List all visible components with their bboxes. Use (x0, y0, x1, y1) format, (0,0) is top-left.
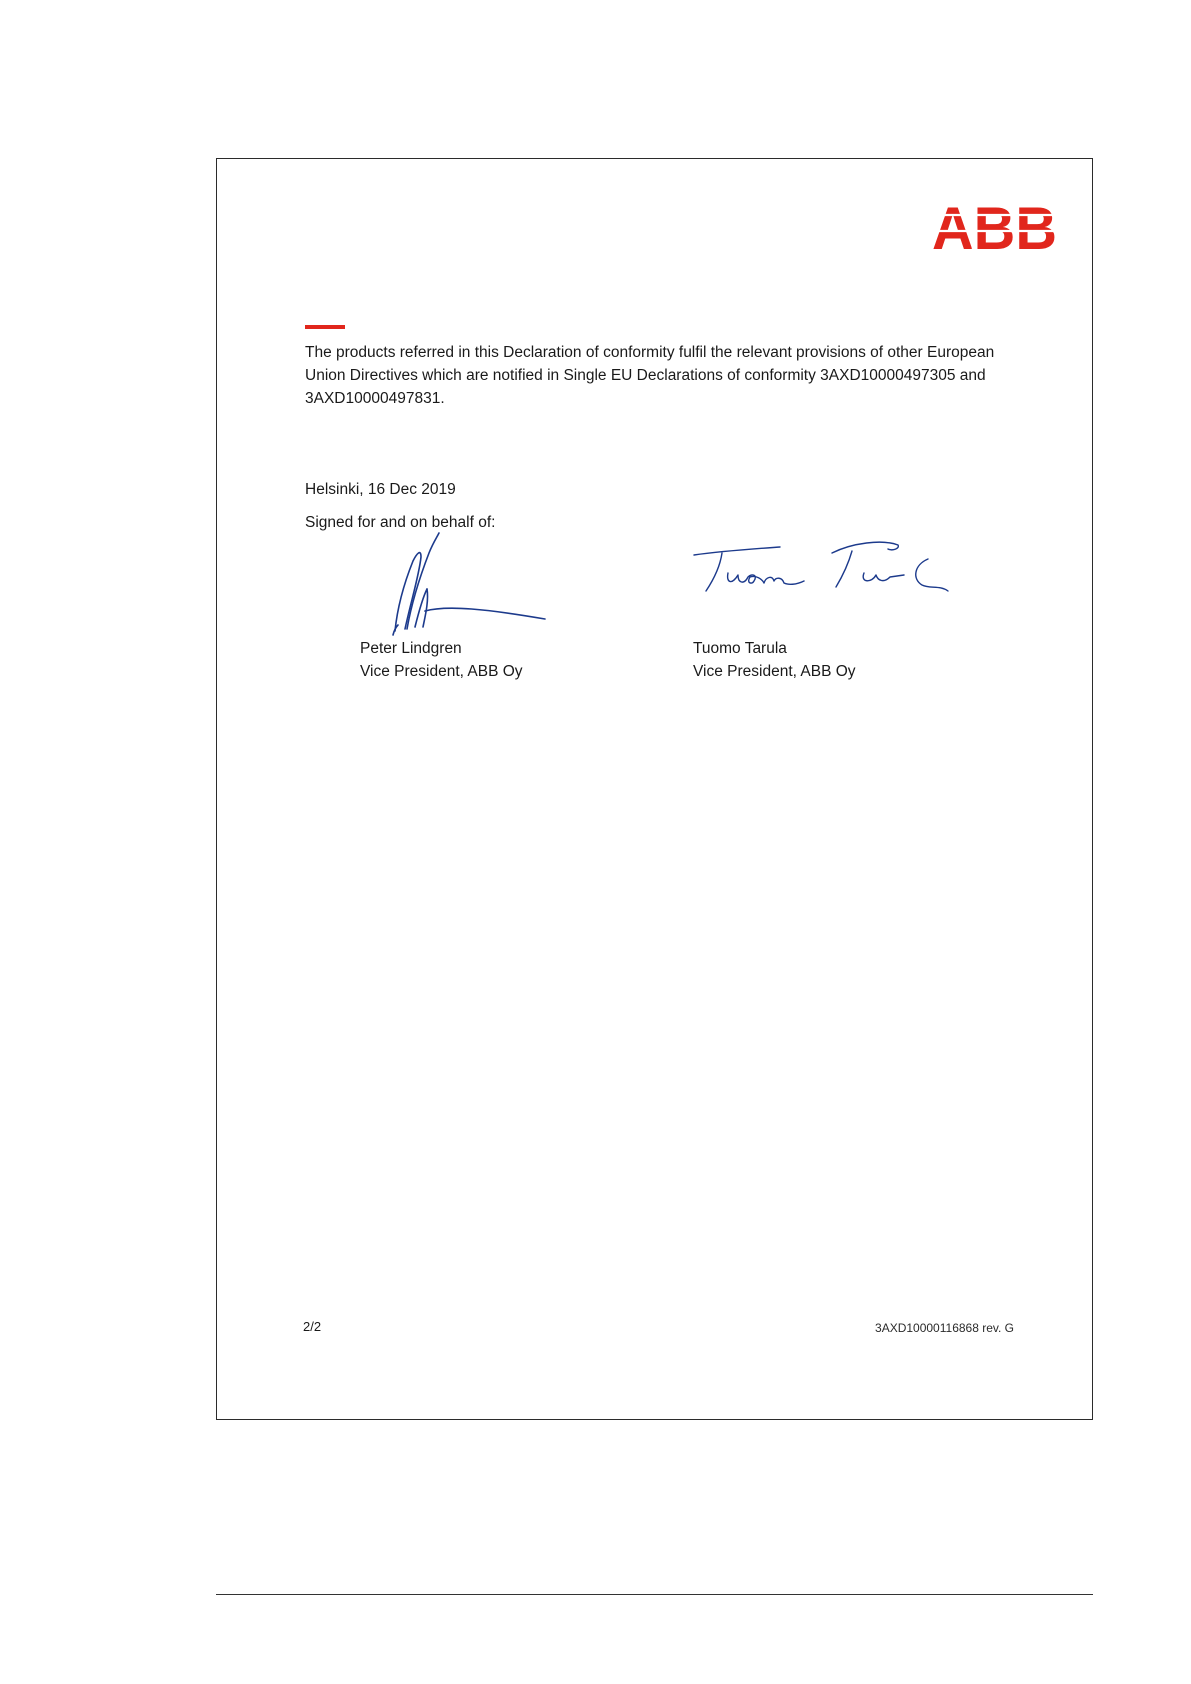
place-date: Helsinki, 16 Dec 2019 (305, 481, 456, 498)
declaration-text: The products referred in this Declaration of conformity fulfil the relevant provisions of other European Union Directives which are notified in Single EU Declarations of conformity 3AXD10000497305 and 3AXD10000497831. (305, 344, 995, 407)
signer-tuomo-tarula (693, 637, 856, 683)
signature-tuomo-tarula (692, 539, 962, 609)
page-number: 2/2 (303, 1319, 322, 1334)
svg-text:ABB: ABB (932, 199, 1057, 253)
signed-for-label: Signed for and on behalf of: (305, 514, 496, 531)
declaration-paragraph (305, 341, 1005, 410)
abb-logo (932, 199, 1057, 253)
signer-title: Vice President, ABB Oy (360, 663, 523, 680)
signer-peter-lindgren (360, 637, 523, 683)
document-id: 3AXD10000116868 rev. G (875, 1321, 1014, 1335)
signer-title: Vice President, ABB Oy (693, 663, 856, 680)
bottom-divider (216, 1594, 1093, 1595)
document-page (216, 158, 1093, 1420)
red-accent-bar (305, 325, 345, 329)
signer-name: Peter Lindgren (360, 640, 462, 657)
signature-peter-lindgren (367, 531, 547, 641)
signer-name: Tuomo Tarula (693, 640, 787, 657)
